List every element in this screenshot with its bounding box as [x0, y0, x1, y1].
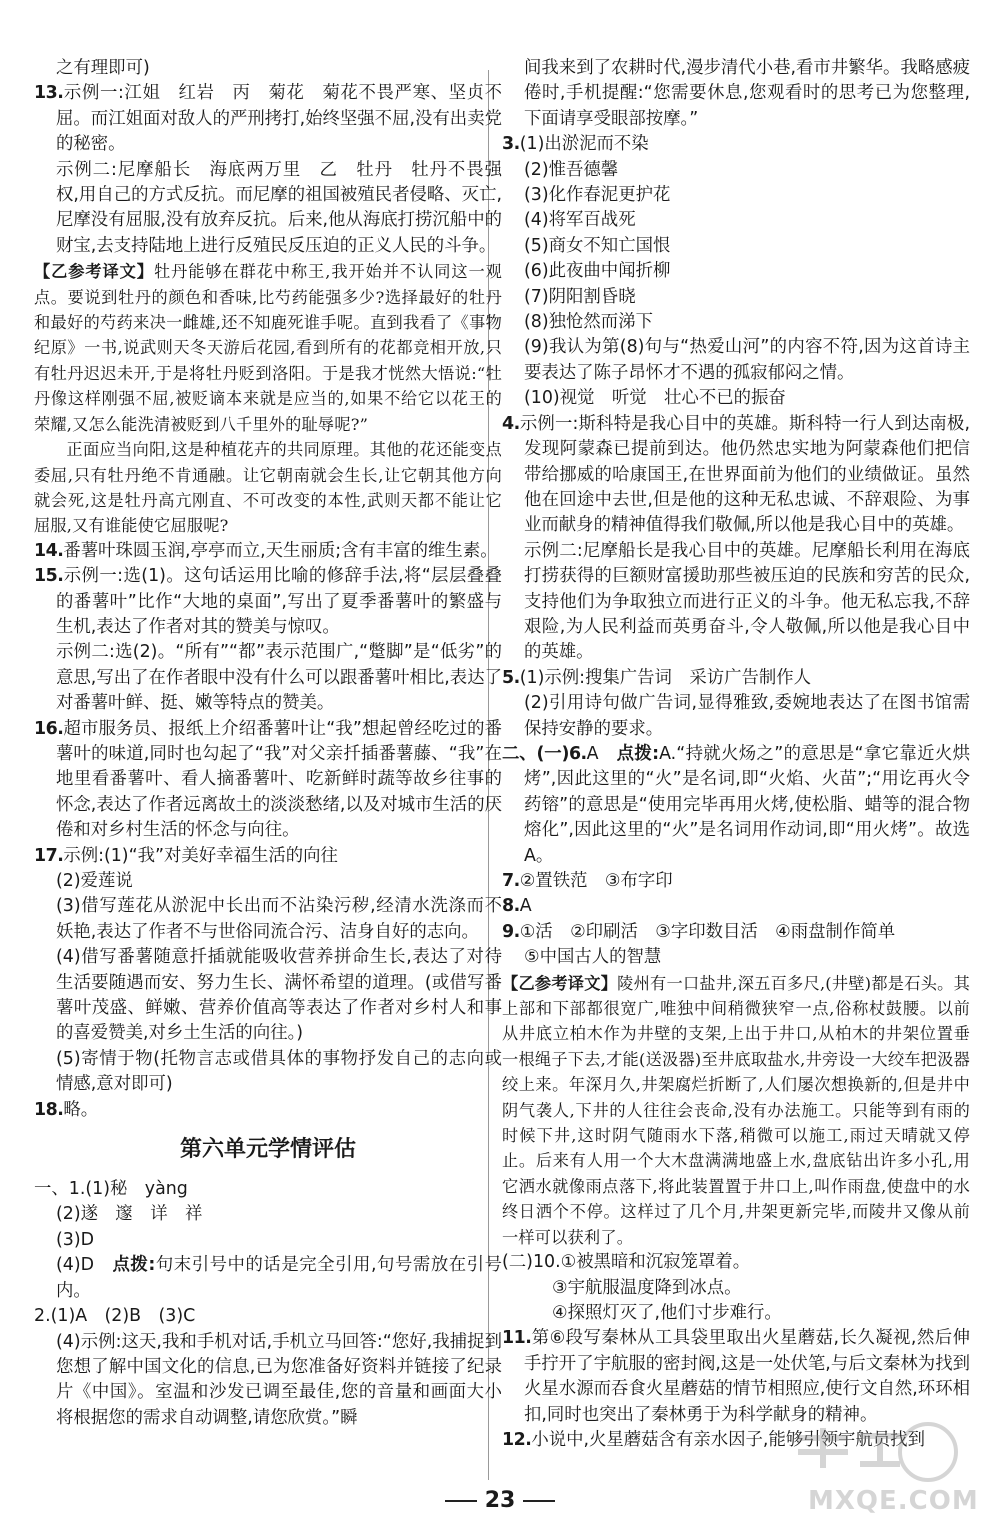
- reference-text: 陵州有一口盐井,深五百多尺,(井壁)都是石头。其上部和下部都很宽广,唯独中间稍微狭窄一点,俗称杖鼓腰。以前从井底立柏木作为井壁的支架,上出于井口,从柏木的井架位置垂一根绳子下去,才能(送汲器)至井底取盐水,井旁设一大绞车把汲器绞上来。年深月久,井架腐烂折断了,人们屡次想换新的,但是井中阴气袭人,下井的人往往会丧命,没有办法施工。只能等到有雨的时候下井,这时阴气随雨水下落,稍微可以施工,雨过天晴就又停止。后来有人用一个大木盘满满地盛上水,盘底钻出许多小孔,用它洒水就像雨点落下,将此装置置于井口上,叫作雨盘,使盘中的水终日洒个不停。这样过了几个月,井架更新完毕,而陵井又像从前一样可以获利了。: [502, 973, 970, 1247]
- answer-text: (10)视觉 听觉 壮心不已的振奋: [524, 388, 786, 409]
- tip-text: 句末引号中的话是完全引用,句号需放在引号内。: [56, 1255, 502, 1301]
- question-number: 12.: [502, 1429, 532, 1450]
- answer-text: 2.(1)A (2)B (3)C: [34, 1306, 196, 1327]
- question-18: [34, 1098, 502, 1123]
- answer-text: (4)借写番薯随意扦插就能吸收营养拼命生长,表达了对待生活要随遇而安、努力生长、满怀希望的道理。(或借写番薯叶茂盛、鲜嫩、营养价值高等表达了作者对乡村人和事的喜爱赞美,对乡土生活的向往。): [56, 947, 502, 1044]
- reference-text: 正面应当向阳,这是种植花卉的共同原理。其他的花还能变点委屈,只有牡丹绝不肯通融。让它朝南就会生长,让它朝其他方向就会死,这是牡丹高亢刚直、不可改变的本性,武则天都不能让它屈服,又有谁能使它屈服呢?: [34, 440, 502, 536]
- page-number-text: 23: [484, 1488, 516, 1513]
- watermark-text: MXQE.COM: [808, 1486, 979, 1516]
- question-number: 5.: [502, 667, 520, 688]
- answer-text: (4)示例:这天,我和手机对话,手机立马回答:“您好,我捕捉到您想了解中国文化的信息,已为您准备好资料并链接了纪录片《中国》。室温和沙发已调至最佳,您的音量和画面大小将根据您的需求自动调整,请您欣赏。”瞬: [56, 1331, 502, 1428]
- reference-label: 【乙参考译文】: [34, 262, 154, 282]
- reference-text: 牡丹能够在群花中称王,我开始并不认同这一观点。要说到牡丹的颜色和香味,比芍药能强多少?选择最好的牡丹和最好的芍药来决一雌雄,还不知鹿死谁手呢。直到我看了《事物纪原》一书,说武则天冬天游后花园,看到所有的花都竞相开放,只有牡丹迟迟未开,于是将牡丹贬到洛阳。于是我才恍然大悟说:“牡丹像这样刚强不屈,被贬谪本来就是应当的,如果不给它以花王的荣耀,又怎么能洗清被贬到八千里外的耻辱呢?”: [34, 262, 502, 434]
- watermark-emblem-icon: [778, 1418, 978, 1488]
- answer-text: (3)D: [56, 1229, 95, 1250]
- answer-text: 一、1.(1)秘 yàng: [34, 1179, 188, 1200]
- question-6: [502, 742, 970, 869]
- answer-text: (8)独怆然而涕下: [524, 312, 653, 333]
- tip-text: A.“持就火炀之”的意思是“拿它靠近火烘烤”,因此这里的“火”是名词,即“火焰、火苗”;“用讫再火令药镕”的意思是“使用完毕再用火烤,使松脂、蜡等的混合物熔化”,因此这里的“火”是名词用作动词,即“用火烤”。故选A。: [524, 743, 970, 866]
- paragraph: 间我来到了农耕时代,漫步清代小巷,看市井繁华。我略感疲倦时,手机提醒:“您需要休息,您观看时的思考已为您整理,下面请享受眼部按摩。”: [524, 58, 970, 129]
- watermark-logo: [778, 1418, 978, 1518]
- answer-text: (1)出淤泥而不染: [519, 134, 649, 155]
- dash-right: [523, 1500, 555, 1502]
- answer-text: (4)D: [56, 1255, 113, 1276]
- question-number: 7.: [502, 871, 520, 891]
- question-10: [502, 1250, 970, 1326]
- question-15: [34, 564, 502, 716]
- answer-text: (2)引用诗句做广告词,显得雅致,委婉地表达了在图书馆需保持安静的要求。: [524, 693, 970, 739]
- answer-text: 示例二:尼摩船长 海底两万里 乙 牡丹 牡丹不畏强权,用自己的方式反抗。而尼摩的祖国被殖民者侵略、灭亡,尼摩没有屈服,没有放弃反抗。后来,他从海底打捞沉船中的财宝,去支持陆地上进行反殖民反压迫的正义人民的斗争。: [56, 159, 502, 256]
- answer-text: (3)借写莲花从淤泥中长出而不沾染污秽,经清水洗涤而不妖艳,表达了作者不与世俗同流合污、洁身自好的志向。: [56, 896, 502, 942]
- answer-text: (3)化作春泥更护花: [524, 185, 671, 206]
- reference-label: 【乙参考译文】: [502, 973, 618, 993]
- question-number: 11.: [502, 1328, 532, 1349]
- answer-text: (4)将军百战死: [524, 210, 636, 231]
- answer-text: ④探照灯灭了,他们寸步难行。: [552, 1302, 782, 1323]
- right-column: [502, 56, 970, 1453]
- answer-text: (7)阴阳割昏晓: [524, 286, 636, 307]
- answer-text: 超市服务员、报纸上介绍番薯叶让“我”想起曾经吃过的番薯叶的味道,同时也勾起了“我”对父亲扦插番薯藤、“我”在地里看番薯叶、看人摘番薯叶、吃新鲜时蔬等故乡往事的怀念,表达了作者远离故土的淡淡愁绪,以及对城市生活的厌倦和对乡村生活的怀念与向往。: [56, 718, 502, 841]
- answer-text: 示例二:选(2)。“所有”“都”表示范围广,“蹩脚”是“低劣”的意思,写出了在作者眼中没有什么可以跟番薯叶相比,表达了对番薯叶鲜、挺、嫩等特点的赞美。: [56, 642, 502, 714]
- answer-text: 示例二:尼摩船长是我心目中的英雄。尼摩船长利用在海底打捞获得的巨额财富援助那些被压迫的民族和穷苦的民众,支持他们为争取独立而进行正义的斗争。他无私忘我,不辞艰险,为人民利益而英勇奋斗,令人敬佩,所以他是我心目中的英雄。: [524, 540, 970, 663]
- question-3: [502, 132, 970, 411]
- dash-left: [445, 1500, 477, 1502]
- question-number: 8.: [502, 896, 520, 917]
- answer-text: (2)遂 邃 详 祥: [56, 1204, 203, 1225]
- answer-text: 示例一:江姐 红岩 丙 菊花 菊花不畏严寒、坚贞不屈。而江姐面对敌人的严刑拷打,始终坚强不屈,没有出卖党的秘密。: [56, 83, 502, 155]
- question-number: 18.: [34, 1099, 64, 1120]
- answer-text: (5)寄情于物(托物言志或借具体的事物抒发自己的志向或情感,意对即可): [56, 1048, 502, 1095]
- answer-text: 略。: [63, 1099, 99, 1120]
- left-column: [34, 56, 502, 1431]
- question-number: 二、(一)6.: [502, 743, 587, 764]
- answer-text: (6)此夜曲中闻折柳: [524, 261, 671, 282]
- question-7: [502, 869, 970, 894]
- answer-text: (2)惟吾德馨: [524, 159, 619, 180]
- answer-text: 示例一:选(1)。这句话运用比喻的修辞手法,将“层层叠叠的番薯叶”比作“大地的桌面”,写出了夏季番薯叶的繁盛与生机,表达了作者对其的赞美与惊叹。: [56, 566, 502, 637]
- answer-text: (二)10.①被黑暗和沉寂笼罩着。: [502, 1252, 751, 1273]
- tip-label: 点拨:: [616, 743, 660, 764]
- question-number: 17.: [34, 845, 64, 866]
- tip-label: 点拨:: [112, 1255, 156, 1276]
- answer-text: ③宇航服温度降到冰点。: [552, 1277, 742, 1298]
- question-17: [34, 844, 502, 1098]
- reference-translation-1: [34, 259, 502, 538]
- question-16: [34, 717, 502, 844]
- answer-text: 示例:(1)“我”对美好幸福生活的向往: [63, 845, 338, 866]
- question-number: 9.: [502, 921, 520, 942]
- answer-text: 示例一:斯科特是我心目中的英雄。斯科特一行人到达南极,发现阿蒙森已提前到达。他仍然忠实地为阿蒙森他们把信带给挪威的哈康国王,在世界面前为他们的业绩做证。虽然他在回途中去世,但是他的这种无私忠诚、不辞艰险、为事业而献身的精神值得我们敬佩,所以他是我心目中的英雄。: [519, 413, 970, 536]
- question-14: [34, 539, 502, 564]
- answer-text: (2)爱莲说: [56, 871, 133, 891]
- question-8: [502, 894, 970, 919]
- question-4: [502, 412, 970, 666]
- question-9: [502, 920, 970, 971]
- question-2: [34, 1304, 502, 1431]
- reference-translation-2: [502, 971, 970, 1250]
- question-number: 14.: [34, 540, 64, 561]
- answer-text: ②置铁范 ③布字印: [519, 871, 673, 891]
- answer-text: (5)商女不知亡国恨: [524, 235, 671, 256]
- answer-text: A: [586, 743, 617, 764]
- answer-text: 番薯叶珠圆玉润,亭亭而立,天生丽质;含有丰富的维生素。: [63, 540, 498, 561]
- question-number: 3.: [502, 134, 520, 155]
- question-11: [502, 1326, 970, 1428]
- question-number: 16.: [34, 718, 64, 739]
- answer-text: ①活 ②印刷活 ③字印数目活 ④雨盘制作简单: [519, 921, 896, 942]
- answer-text: ⑤中国古人的智慧: [524, 947, 662, 968]
- answer-text: A: [519, 896, 532, 917]
- answer-text: 小说中,火星蘑菇含有亲水因子,能够引领宇航员找到: [531, 1429, 925, 1450]
- question-number: 4.: [502, 413, 520, 434]
- answer-text: (9)我认为第(8)句与“热爱山河”的内容不符,因为这首诗主要表达了陈子昂怀才不遇的孤寂郁闷之情。: [524, 337, 970, 383]
- paragraph: 之有理即可): [56, 58, 150, 78]
- section-1: [34, 1177, 502, 1304]
- answer-text: 第⑥段写秦林从工具袋里取出火星蘑菇,长久凝视,然后伸手拧开了宇航服的密封阀,这是一处伏笔,与后文秦林为找到火星水源而吞食火星蘑菇的情节相照应,使行文自然,环环相扣,同时也突出了秦林勇于为科学献身的精神。: [524, 1328, 970, 1425]
- section-title: 第六单元学情评估: [179, 1137, 356, 1163]
- answer-text: (1)示例:搜集广告词 采访广告制作人: [519, 667, 812, 688]
- question-number: 13.: [34, 83, 64, 104]
- question-number: 15.: [34, 566, 64, 587]
- question-13: [34, 81, 502, 259]
- question-5: [502, 666, 970, 742]
